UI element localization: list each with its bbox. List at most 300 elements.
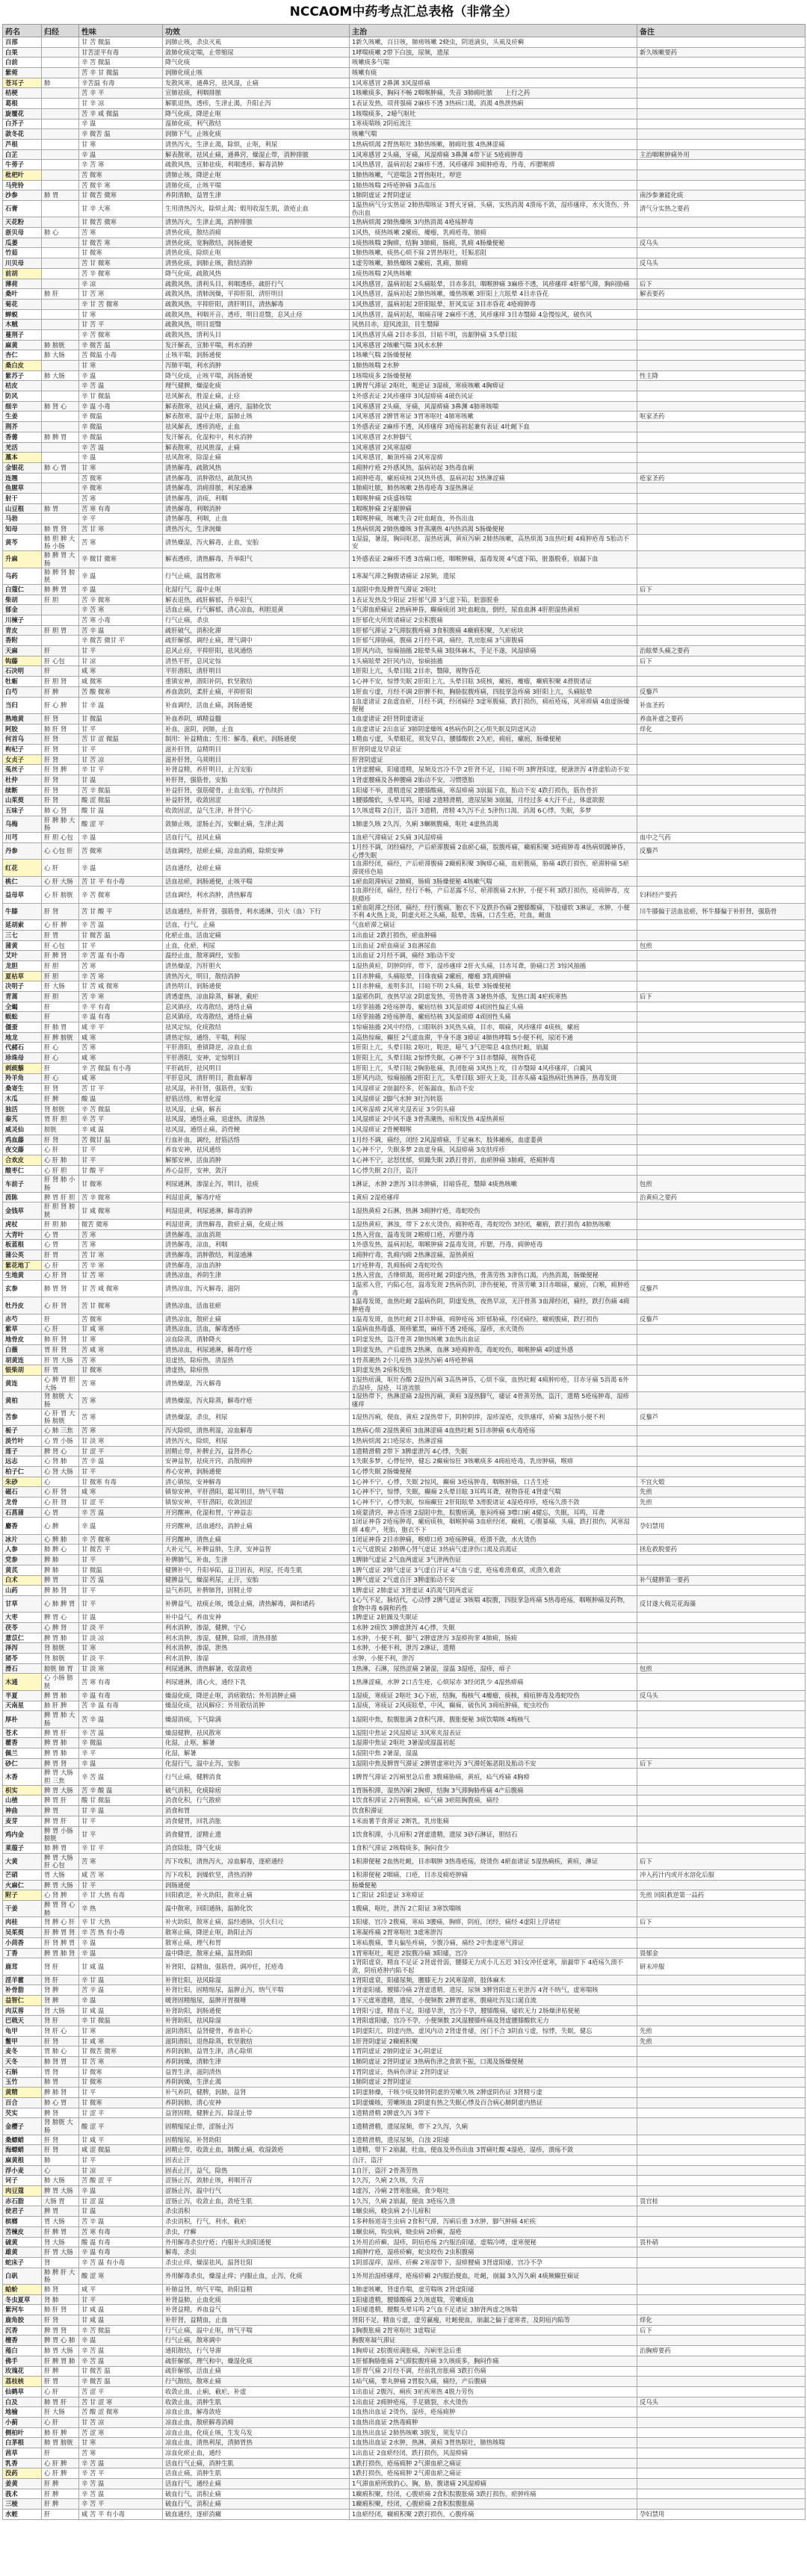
table-row <box>3 1073 806 1084</box>
table-row <box>3 754 806 765</box>
cell-nature: 甘 微苦 温 <box>79 930 163 940</box>
cell-effect: 清热凉血，活血，解毒透疹 <box>163 1324 350 1335</box>
cell-name: 桑寄生 <box>3 1084 42 1094</box>
cell-effect: 补肺益肾，纳气平喘，助阳益精 <box>163 2285 350 2295</box>
cell-nature: 苦 甘 涩 寒 <box>79 2397 163 2407</box>
cell-name: 阿胶 <box>3 724 42 734</box>
cell-effect: 补肝肾，益精血，止血 <box>163 2315 350 2326</box>
cell-name: 柏子仁 <box>3 1466 42 1477</box>
table-row <box>3 2165 806 2176</box>
table-row <box>3 765 806 775</box>
cell-meridian: 脾 肺 肾 <box>42 2088 79 2098</box>
cell-nature: 辛 苦 温 <box>79 1728 163 1738</box>
cell-name: 延胡索 <box>3 920 42 931</box>
cell-meridian: 胃 肝 胆 <box>42 1114 79 1125</box>
cell-effect: 利湿退黄，解毒疗疮 <box>163 1192 350 1202</box>
cell-indication: 1气滞血瘀所致的心，胸，胁，腹诸痛 2风湿痹痛 <box>350 2479 637 2489</box>
cell-nature: 咸 平 <box>79 2285 163 2295</box>
cell-meridian: 心 小肠 膀胱 <box>42 1674 79 1690</box>
cell-effect: 收敛固涩，益气生津，补肾宁心 <box>163 806 350 816</box>
cell-meridian: 心 肺 脾 胃 <box>42 1595 79 1612</box>
cell-indication: 1风热感冒，温病初起，咽痛音哑 2麻疹不透，风疹瘙痒 3目赤翳障 4急慢惊风，破伤风 <box>350 309 637 320</box>
cell-note <box>637 930 806 940</box>
cell-meridian: 肝 肾 肺 小肠 <box>42 1176 79 1192</box>
cell-name: 白芥子 <box>3 119 42 129</box>
cell-meridian: 脾 胃 肾 <box>42 1758 79 1769</box>
cell-note <box>637 1937 806 1948</box>
cell-meridian: 肺 胃 肝 <box>42 2397 79 2407</box>
table-row <box>3 99 806 109</box>
table-row <box>3 2346 806 2356</box>
cell-nature: 苦 辛 温 <box>79 2217 163 2227</box>
cell-indication: 1癥瘕积聚，经闭，心腹瘀痛 2食积脘腹胀痛 3跌打损伤，瘀肿疼痛 <box>350 2489 637 2499</box>
cell-note <box>637 401 806 412</box>
cell-meridian: 肝 肾 <box>42 795 79 806</box>
cell-name: 火麻仁 <box>3 1880 42 1890</box>
cell-meridian <box>42 514 79 524</box>
cell-note <box>637 1711 806 1728</box>
cell-indication: 1水肿，小便不利，泄泻 2淋证，遗精 <box>350 1643 637 1654</box>
cell-meridian: 心 胃 小肠 <box>42 1436 79 1446</box>
cell-indication: 1热淋，石淋，尿热涩痛 2暑湿，湿温 3湿疮，湿疹，痱子 <box>350 1663 637 1674</box>
cell-effect: 润肺化痰止咳 <box>163 68 350 78</box>
cell-name: 蛇床子 <box>3 2257 42 2268</box>
cell-name: 猪苓 <box>3 1654 42 1664</box>
cell-indication: 1胃寒呕吐，呃逆 2脘腹冷痛 3阳痿，宫冷 <box>350 1948 637 1958</box>
cell-name: 栀子 <box>3 1426 42 1436</box>
cell-meridian <box>42 217 79 228</box>
cell-nature: 甘 淡 平 <box>79 1622 163 1633</box>
cell-name: 姜黄 <box>3 2479 42 2489</box>
cell-meridian: 脾 胃 大肠 <box>42 2186 79 2197</box>
cell-note <box>637 217 806 228</box>
cell-nature: 咸 苦 寒 <box>79 1870 163 1881</box>
table-row <box>3 1032 806 1043</box>
cell-effect: 补肾阳，益精血，强筋骨，调冲任，托疮毒 <box>163 1958 350 1975</box>
cell-nature: 酸 涩 寒 <box>79 2268 163 2284</box>
table-row <box>3 1063 806 1073</box>
cell-meridian: 膀胱 <box>42 1124 79 1135</box>
cell-effect: 解表退热，疏肝解郁，升举阳气 <box>163 595 350 605</box>
cell-meridian: 肺 脾 胃 <box>42 432 79 442</box>
cell-effect: 清热定惊，通络，平喘，利尿 <box>163 1032 350 1043</box>
cell-nature: 甘 涩 温 <box>79 2196 163 2206</box>
cell-nature: 苦 辛 酸 温 <box>79 1785 163 1796</box>
table-row <box>3 1785 806 1796</box>
cell-effect: 止咳平喘，润肠通便 <box>163 350 350 361</box>
cell-nature: 辛 温 <box>79 860 163 876</box>
table-row <box>3 785 806 795</box>
table-row <box>3 1022 806 1033</box>
cell-indication: 风热目赤，迎风流泪，目生翳障 <box>350 320 637 330</box>
table-row <box>3 1518 806 1534</box>
table-row <box>3 1545 806 1555</box>
cell-meridian: 心 心包 肝 <box>42 842 79 859</box>
cell-meridian: 心 肺 三焦 <box>42 1426 79 1436</box>
cell-note <box>637 180 806 190</box>
cell-name: 枳实 <box>3 1785 42 1796</box>
cell-indication: 1肝阳上亢，头晕目眩 2呕吐，呃逆，噫气 3气逆喘息 4血热吐衄，崩漏 <box>350 1043 637 1053</box>
table-row <box>3 2294 806 2305</box>
cell-effect: 利水消肿，渗湿 <box>163 1654 350 1664</box>
cell-indication: 1咳喘痰多 2肠燥便秘 <box>350 370 637 381</box>
table-row <box>3 2196 806 2206</box>
cell-effect: 清热燥湿，泻肝胆火 <box>163 960 350 971</box>
table-row <box>3 453 806 463</box>
cell-meridian: 肝 大肠 <box>42 2407 79 2418</box>
table-row <box>3 190 806 201</box>
cell-name: 牛蒡子 <box>3 160 42 170</box>
cell-meridian: 肝 肾 <box>42 744 79 754</box>
cell-name: 蒲公英 <box>3 1250 42 1260</box>
cell-effect: 清热凉血，活血祛瘀 <box>163 1297 350 1314</box>
cell-meridian: 肝 肾 <box>42 1084 79 1094</box>
cell-name: 硫黄 <box>3 2237 42 2247</box>
cell-effect: 行气止痛，温中止呕，纳气平喘 <box>163 2325 350 2336</box>
cell-note: 烊化 <box>637 724 806 734</box>
cell-effect: 补肾益肺，止血化痰 <box>163 2294 350 2305</box>
cell-indication: 1血滞经闭，痛经，产后瘀滞腹痛 2癥瘕积聚 3胸痹心痛，血瘀腹痛，胁痛 4跌打损伤，瘀滞肿痛 5瘀滞斑疹色暗 <box>350 860 637 876</box>
cell-note <box>637 2016 806 2026</box>
cell-indication: 1湿痰，寒痰证 2风痰眩晕，中风，癫痫，破伤风 3痈疽肿痛，蛇虫咬伤 <box>350 1701 637 1711</box>
cell-effect: 补血调经，活血止痛，润肠通便 <box>163 697 350 713</box>
cell-nature: 苦 寒 有毒 <box>79 503 163 514</box>
cell-effect: 行气散结，散寒止痛 <box>163 2377 350 2387</box>
cell-name: 天麻 <box>3 646 42 657</box>
table-row <box>3 775 806 786</box>
cell-effect: 舒筋活络，和胃化湿 <box>163 1093 350 1104</box>
table-row <box>3 2046 806 2057</box>
cell-meridian: 肺 肾 心 <box>42 401 79 412</box>
cell-name: 芦根 <box>3 139 42 149</box>
cell-note <box>637 1063 806 1073</box>
cell-effect: 活血行气止痛，消肿生肌 <box>163 2458 350 2468</box>
cell-effect: 清肺化痰，止咳平喘 <box>163 180 350 190</box>
cell-indication: 1阴虚发热，产后虚热 2热淋，血淋 3疮痈肿毒，毒蛇咬伤，咽喉肿痛 4阴虚外感 <box>350 1344 637 1355</box>
cell-indication: 胸腹寒凝气滞证 <box>350 2336 637 2346</box>
table-row <box>3 2226 806 2237</box>
cell-name: 龟甲 <box>3 2026 42 2037</box>
cell-nature: 甘 咸 温 <box>79 1958 163 1975</box>
cell-name: 麝香 <box>3 1518 42 1534</box>
table-row <box>3 1507 806 1518</box>
cell-indication: 1癥瘕积聚，经闭，心腹瘀痛 2食积脘腹胀痛 <box>350 2499 637 2510</box>
cell-indication: 1热病烦渴 2肺热燥咳 3内热消渴 4疮疡肿毒 <box>350 217 637 228</box>
cell-nature: 酸 涩 微温 <box>79 795 163 806</box>
cell-nature: 辛 苦 微寒 <box>79 329 163 340</box>
table-row <box>3 595 806 605</box>
cell-name: 海螵蛸 <box>3 2145 42 2156</box>
table-row <box>3 1436 806 1446</box>
cell-name: 蛤蚧 <box>3 2285 42 2295</box>
cell-name: 鹿茸 <box>3 1958 42 1975</box>
cell-name: 红花 <box>3 860 42 876</box>
cell-effect: 养阴润燥，清肺生津 <box>163 2057 350 2067</box>
cell-nature: 辛 微甘 微寒 <box>79 551 163 568</box>
cell-indication: 1脾气虚证 2气虚自汗 3脾虚胎动不安 <box>350 1575 637 1586</box>
cell-meridian: 心 脾 <box>42 1518 79 1534</box>
table-row <box>3 2356 806 2366</box>
table-row <box>3 350 806 361</box>
cell-effect: 利水消肿，渗湿，泄热 <box>163 1643 350 1654</box>
cell-note <box>637 2156 806 2166</box>
cell-name: 枸杞子 <box>3 744 42 754</box>
cell-note: 清气分实热之要药 <box>637 201 806 217</box>
table-row <box>3 1426 806 1436</box>
cell-indication: 1肾虚阳痿，腰膝冷痛 2肾虚遗精，遗尿，尿频 3脾肾阳虚五更泄泻 4肾不纳气，虚寒喘咳 <box>350 1985 637 1996</box>
cell-note <box>637 1806 806 1816</box>
cell-effect: 破血行气，消积止痛 <box>163 2499 350 2510</box>
cell-name: 蔓荆子 <box>3 329 42 340</box>
cell-note <box>637 860 806 876</box>
cell-note: 先煎 <box>637 1487 806 1498</box>
cell-name: 麦芽 <box>3 1816 42 1826</box>
table-row <box>3 1155 806 1166</box>
cell-name: 肉桂 <box>3 1917 42 1928</box>
cell-meridian <box>42 279 79 289</box>
cell-name: 诃子 <box>3 2176 42 2186</box>
cell-indication: 1温邪入营，内陷心包，温毒发斑 2热病伤阴，津伤便秘，骨蒸劳嗽 3目赤咽痛，瘰疬，白喉，痈肿疮毒 <box>350 1281 637 1297</box>
cell-effect: 疏肝解郁，活血止痛 <box>163 2366 350 2377</box>
cell-note <box>637 1355 806 1365</box>
cell-effect: 润肺下气，止咳化痰 <box>163 129 350 140</box>
cell-indication: 1心神不宁，失眠多梦 2血虚身痛，风湿痹痛 3皮肤痒疹 <box>350 1145 637 1155</box>
cell-nature: 辛 温 <box>79 1996 163 2006</box>
cell-indication: 1风湿痹证 2脚气水肿 3吐泻转筋 <box>350 1093 637 1104</box>
cell-nature: 苦 寒 <box>79 493 163 503</box>
cell-meridian <box>42 483 79 494</box>
cell-indication: 1阴部湿痒，湿疹，疥癣 2寒湿带下，湿痹腰痛 3肾虚阳痿，宫冷不孕 <box>350 2257 637 2268</box>
cell-nature: 苦 辛 微寒 <box>79 268 163 279</box>
cell-indication: 1外感表证 2麻疹不透 3齿痛口疮，咽喉肿痛，温毒发斑 4气虚下陷，脏器脱垂，崩漏下血 <box>350 551 637 568</box>
cell-name: 牡蛎 <box>3 677 42 687</box>
table-row <box>3 615 806 626</box>
table-row <box>3 2005 806 2016</box>
cell-effect: 健脾补中，升阳举陷，益卫固表，利尿，托毒生肌 <box>163 1565 350 1575</box>
cell-indication: 1疝气痛，睾丸肿痛 2胃脘久痛，痛经，产后腹痛 <box>350 2377 637 2387</box>
cell-nature: 甘 苦 微温 <box>79 37 163 48</box>
cell-effect: 清透虚热，凉血除蒸，解暑，截疟 <box>163 992 350 1002</box>
cell-effect: 利尿通淋，清心火，通经下乳 <box>163 1674 350 1690</box>
cell-note <box>637 1043 806 1053</box>
cell-name: 小茴香 <box>3 1937 42 1948</box>
cell-effect: 解表散寒，祛风胜湿，止痛 <box>163 442 350 453</box>
cell-nature: 苦 涩 平 <box>79 2386 163 2397</box>
cell-note <box>637 1022 806 1033</box>
cell-nature: 甘 苦 寒 <box>79 2057 163 2067</box>
cell-meridian <box>42 309 79 320</box>
table-row <box>3 149 806 160</box>
cell-meridian: 脾 胃 小肠 膀胱 <box>42 1826 79 1843</box>
cell-effect: 行气止痛，杀虫 <box>163 615 350 626</box>
cell-effect: 祛风湿，补肝肾，强筋骨，安胎 <box>163 1084 350 1094</box>
table-row <box>3 1084 806 1094</box>
cell-indication: 1心气不足，脉结代，心动悸 2脾气虚证 3咳喘 4脘腹，四肢挛急疼痛 5热毒疮疡，咽喉肿痛及药物，食物中毒 6调和药性 <box>350 1595 637 1612</box>
cell-note <box>637 1928 806 1938</box>
cell-name: 大枣 <box>3 1613 42 1623</box>
cell-indication: 1外感发热，温病初起，咽喉肿痛 2温毒发斑，痄腮，丹毒，痈肿疮毒 <box>350 1240 637 1250</box>
cell-indication: 1瘀血阻滞病证 2肺痈，肠痈 3肠燥便秘 4咳嗽气喘 <box>350 876 637 887</box>
cell-name: 独活 <box>3 1104 42 1114</box>
cell-indication: 1出血证 2月经不调，痛经 3胎动不安 <box>350 951 637 961</box>
cell-name: 车前子 <box>3 1176 42 1192</box>
cell-effect: 涩肠止泻，温中行气 <box>163 2186 350 2197</box>
cell-indication: 自汗，盗汗 <box>350 2156 637 2166</box>
cell-indication: 1肝郁气滞证 2气滞脘腹疼痛 3食积腹痛 4癥瘕积聚，久疟痞块 <box>350 625 637 636</box>
cell-name: 砂仁 <box>3 1758 42 1769</box>
cell-nature: 甘 平 <box>79 1145 163 1155</box>
cell-effect: 补益肝肾，强筋健骨，止血安胎，疗伤续折 <box>163 785 350 795</box>
cell-meridian <box>42 320 79 330</box>
cell-meridian: 肝 肾 脾 胃 <box>42 1937 79 1948</box>
cell-nature: 甘 苦 凉 <box>79 754 163 765</box>
table-row <box>3 320 806 330</box>
table-row <box>3 2336 806 2346</box>
cell-name: 全蝎 <box>3 1002 42 1012</box>
cell-effect: 解表散寒，祛风止痛，通鼻窍，燥湿止带，消肿排脓 <box>163 149 350 160</box>
cell-nature: 甘 寒 <box>79 361 163 371</box>
cell-name: 仙鹤草 <box>3 2386 42 2397</box>
cell-name: 茯苓 <box>3 1622 42 1633</box>
cell-nature: 甘 平 <box>79 2156 163 2166</box>
table-row <box>3 1853 806 1869</box>
cell-effect: 养阴润肺，清心安神 <box>163 2097 350 2108</box>
table-row <box>3 2479 806 2489</box>
cell-name: 地榆 <box>3 2407 42 2418</box>
cell-meridian: 脾 胃 肝 <box>42 1796 79 1806</box>
cell-meridian: 肝 心 脾 <box>42 697 79 713</box>
cell-nature: 辛 苦 温 <box>79 381 163 391</box>
cell-note <box>637 1219 806 1229</box>
cell-note: 畏朴硝 <box>637 2237 806 2247</box>
cell-effect: 清热泻火，生津止渴，除烦，止呕，利尿 <box>163 139 350 149</box>
cell-note <box>637 2005 806 2016</box>
cell-meridian: 肝 脾 <box>42 2499 79 2510</box>
cell-name: 朱砂 <box>3 1477 42 1487</box>
cell-name: 三七 <box>3 930 42 940</box>
cell-indication: 1温毒发斑，血热吐衄 2温病伤阴，阴虚发热，夜热早凉，无汗骨蒸 3血滞经闭，痛经，跌打伤痛 4痈肿疮毒 <box>350 1297 637 1314</box>
cell-note <box>637 99 806 109</box>
cell-indication: 1肝郁胸胁胀痛 2气滞脘腹疼痛 3久咳痰多，胸闷作痛 <box>350 2356 637 2366</box>
cell-meridian: 肺 心 胃 <box>42 462 79 473</box>
cell-indication: 1咳嗽气喘 2肠燥便秘 <box>350 350 637 361</box>
cell-indication: 1黄疸 2湿疮瘙痒 <box>350 1192 637 1202</box>
cell-effect: 外用解毒杀虫疗疮；内服补火助阳通便 <box>163 2237 350 2247</box>
cell-meridian <box>42 58 79 68</box>
cell-indication: 1阴虚阳亢，阴虚内热，虚风内动 2肾虚骨痿，囟门不合 3阴血亏虚，惊悸，失眠，健忘 <box>350 2026 637 2037</box>
cell-nature: 辛 苦 温 <box>79 920 163 931</box>
cell-indication: 1月经不调，痛经，闭经 2风湿痹痛，手足麻木，肢体瘫痪，血虚萎黄 <box>350 1135 637 1145</box>
cell-note: 呕家圣药 <box>637 412 806 422</box>
cell-nature: 甘 微苦 寒 <box>79 238 163 248</box>
cell-meridian <box>42 258 79 269</box>
table-row <box>3 238 806 248</box>
cell-meridian: 心 肝 <box>42 860 79 876</box>
cell-note <box>637 1270 806 1281</box>
cell-nature: 辛 微温 <box>79 432 163 442</box>
table-row <box>3 1985 806 1996</box>
cell-indication: 1血热出血证 2水肿，热淋，黄疸 3胃热呕吐，肺热咳喘 <box>350 2438 637 2448</box>
cell-nature: 苦 寒 <box>79 228 163 238</box>
cell-name: 川贝母 <box>3 258 42 269</box>
cell-name: 杏仁 <box>3 350 42 361</box>
cell-effect: 破血通经，逐瘀消癥 <box>163 2510 350 2520</box>
cell-nature: 苦 辛 寒 <box>79 992 163 1002</box>
cell-indication: 1心悸失眠 2自汗，盗汗 <box>350 1165 637 1176</box>
table-row <box>3 1633 806 1643</box>
header-meridian: 归经 <box>42 25 79 37</box>
cell-effect: 破血行气，消积止痛 <box>163 2489 350 2499</box>
cell-nature: 甘 平 <box>79 1595 163 1612</box>
cell-name: 桑叶 <box>3 289 42 300</box>
cell-effect: 清热泻火，除烦，利尿 <box>163 1436 350 1446</box>
cell-note: 反藜芦 <box>637 686 806 697</box>
table-row <box>3 1053 806 1064</box>
cell-effect: 涩肠止泻，收敛止血，敛疮生肌 <box>163 2196 350 2206</box>
cell-indication: 1咳嗽痰多，胸闷不畅 2咽喉肿痛，失音 3肺痈吐脓 上行之药 <box>350 88 637 99</box>
cell-nature: 苦 微寒 <box>79 473 163 483</box>
cell-nature: 辛 苦 温 <box>79 2356 163 2366</box>
cell-name: 石决明 <box>3 666 42 677</box>
table-row <box>3 139 806 149</box>
cell-effect: 养阴润燥，生津止渴 <box>163 2077 350 2088</box>
cell-indication: 1温病血热毒盛，斑疹紫黑，麻疹不透 2疮疡，湿疹，水火烫伤 <box>350 1324 637 1335</box>
cell-name: 前胡 <box>3 268 42 279</box>
cell-meridian: 胃 肺 心 <box>42 2046 79 2057</box>
table-row <box>3 2145 806 2156</box>
cell-note <box>637 1633 806 1643</box>
cell-name: 何首乌 <box>3 734 42 745</box>
cell-indication: 1出血证 2跌打损伤，瘀血肿痛 <box>350 930 637 940</box>
cell-indication: 1肺热咳喘 2水肿 <box>350 361 637 371</box>
cell-note <box>637 1901 806 1917</box>
cell-effect: 大补元气，补脾益肺，生津，安神益智 <box>163 1545 350 1555</box>
cell-effect: 祛风定惊，化痰散结 <box>163 1022 350 1033</box>
cell-meridian: 肺 肾 胃 <box>42 2057 79 2067</box>
table-row <box>3 1270 806 1281</box>
cell-effect: 消食和胃 <box>163 1806 350 1816</box>
cell-note <box>637 2118 806 2135</box>
cell-nature: 甘 苦 平 <box>79 320 163 330</box>
cell-indication: 1风热感冒，温病初起 2麻疹不透，风疹瘙痒 3痈肿疮毒，丹毒，痄腮喉痹 <box>350 160 637 170</box>
cell-nature: 甘 微苦 微寒 <box>79 217 163 228</box>
cell-meridian: 脾 胃 肺 肾 <box>42 1948 79 1958</box>
cell-note: 后下 <box>637 1853 806 1869</box>
cell-note: 先煎 <box>637 2026 806 2037</box>
cell-effect: 燥湿健脾，祛风散寒 <box>163 1728 350 1738</box>
cell-note <box>637 1145 806 1155</box>
cell-effect: 安神益智，祛痰开窍，消散痈肿 <box>163 1456 350 1467</box>
cell-note <box>637 1466 806 1477</box>
table-row <box>3 381 806 391</box>
cell-meridian: 肝 肾 <box>42 775 79 786</box>
cell-meridian: 肝 胃 <box>42 1365 79 1376</box>
cell-meridian: 胃 肾 <box>42 2067 79 2077</box>
cell-note <box>637 2057 806 2067</box>
cell-name: 荆芥 <box>3 422 42 432</box>
cell-effect: 疏散风热，平抑肝阳，清肝明目，清热解毒 <box>163 299 350 309</box>
cell-effect: 发汗解表，宣肺平喘，利水消肿 <box>163 340 350 350</box>
cell-effect: 利尿通淋，渗湿止泻，明目，祛痰 <box>163 1176 350 1192</box>
cell-effect: 活血行气，通经止痛 <box>163 2479 350 2489</box>
cell-note <box>637 568 806 584</box>
cell-nature: 辛苦温 有毒 <box>79 78 163 88</box>
cell-effect: 清热泻火，明目，散结消肿 <box>163 971 350 981</box>
cell-effect: 活血通经，补肝肾，强筋骨，利水通淋，引火（血）下行 <box>163 903 350 919</box>
cell-indication: 1心神不宁，惊悸，失眠，癫痫 2头晕目眩 3耳鸣耳聋，视物昏花 4肾虚气喘 <box>350 1487 637 1498</box>
cell-meridian: 肺 胃 膀胱 <box>42 2438 79 2448</box>
cell-name: 龙胆 <box>3 960 42 971</box>
